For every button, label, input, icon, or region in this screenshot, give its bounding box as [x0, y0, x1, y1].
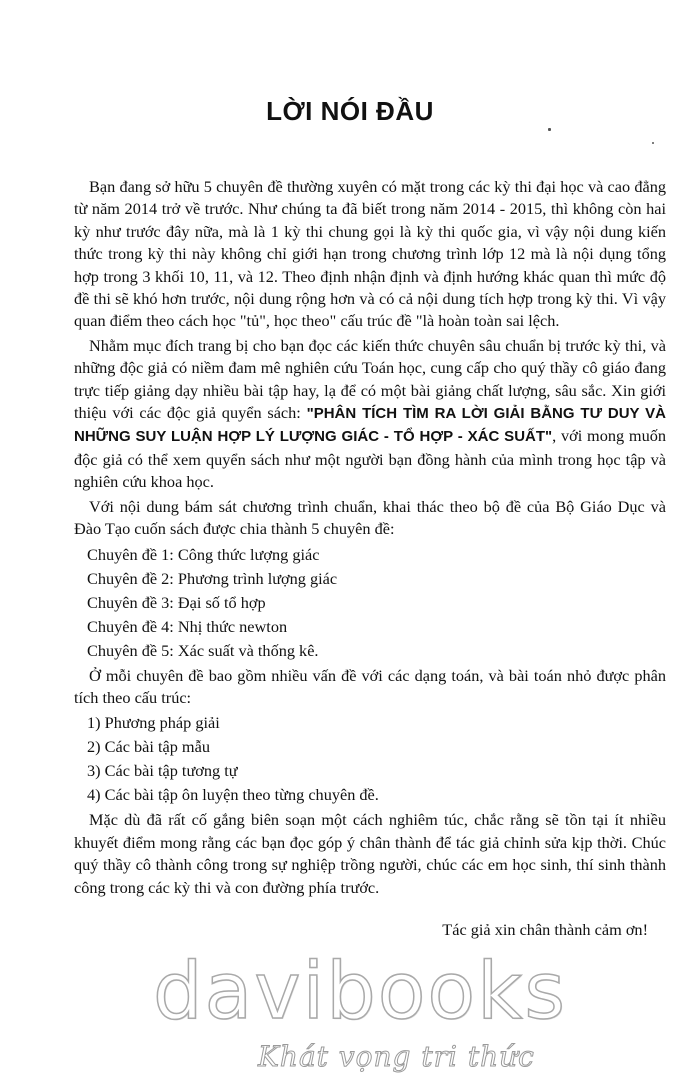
scan-speck — [548, 128, 551, 131]
paragraph-intro: Bạn đang sở hữu 5 chuyên đề thường xuyên có mặt trong các kỳ thi đại học và cao đẳng từ năm 2014 trở về trước. Như chúng ta đã biết trong năm 2014 - 2015, thì không còn hai kỳ như trước đây nữa, mà là 1 kỳ thi chung gọi là kỳ thi quốc gia, vì vậy nội dung kiến thức trong kỳ thi này không chỉ giới hạn trong chương trình lớp 12 mà là nội dụng tổng hợp trong 3 khối 10, 11, và 12. Theo định nhận định và định hướng khác quan thì mức độ đề thi sẽ khó hơn trước, nội dung rộng hơn và có cả nội dung tích hợp trong kỳ thi. Vì vậy quan điểm theo cách học "tủ", học theo" cấu trúc đề "là hoàn toàn sai lệch. — [74, 177, 666, 331]
watermark-brand: davibooks — [153, 947, 567, 1037]
list-item: 4) Các bài tập ôn luyện theo từng chuyên đề. — [87, 785, 379, 805]
list-item: Chuyên đề 5: Xác suất và thống kê. — [87, 640, 319, 660]
signoff: Tác giả xin chân thành cảm ơn! — [442, 920, 648, 939]
watermark-tagline: Khát vọng tri thức — [258, 1040, 535, 1073]
paragraph-purpose-start: Nhằm mục đích trang bị cho bạn đọc các kiến thức chuyên sâu chuẩn bị trước kỳ thi, và những độc giả có niềm đam mê nghiên cứu Toán học, cung cấp cho quý thầy cô giáo đang trực tiếp giảng dạy nhiều bài tập hay, lạ để có một bài giảng chất lượng, sâu sắc. Xin giới thiệu với các độc giả quyển sách: — [74, 335, 666, 423]
list-item: 2) Các bài tập mẫu — [87, 737, 210, 757]
list-item: Chuyên đề 2: Phương trình lượng giác — [87, 568, 338, 588]
structure-list — [87, 711, 666, 807]
list-item: Chuyên đề 1: Công thức lượng giác — [87, 544, 320, 564]
paragraph-purpose-end: , với mong muốn độc giả có thể xem quyển sách như một người bạn đồng hành của mình trong học tập và nghiên cứu khoa học. — [74, 426, 667, 492]
list-item: 1) Phương pháp giải — [87, 713, 220, 733]
topic-list — [87, 543, 666, 663]
book-title: "PHÂN TÍCH TÌM RA LỜI GIẢI BẰNG TƯ DUY VÀ NHỮNG SUY LUẬN HỢP LÝ LƯỢNG GIÁC - TỔ HỢP - XÁC SUẤT" — [74, 405, 666, 446]
list-item: Chuyên đề 4: Nhị thức newton — [87, 616, 288, 636]
paragraph-topics-intro: Với nội dung bám sát chương trình chuẩn, khai thác theo bộ đề của Bộ Giáo Dục và Đào Tạo cuốn sách được chia thành 5 chuyên đề: — [74, 496, 666, 539]
preface-body — [74, 176, 666, 901]
list-item: Chuyên đề 3: Đại số tổ hợp — [87, 592, 266, 612]
paragraph-purpose — [74, 335, 666, 494]
paragraph-structure-intro: Ở mỗi chuyên đề bao gồm nhiều vấn đề với các dạng toán, và bài toán nhỏ được phân tích theo cấu trúc: — [74, 665, 666, 707]
scan-speck — [652, 142, 654, 144]
page-title: LỜI NÓI ĐẦU — [266, 96, 434, 126]
list-item: 3) Các bài tập tương tự — [87, 761, 238, 781]
paragraph-closing: Mặc dù đã rất cố gắng biên soạn một cách nghiêm túc, chắc rằng sẽ tồn tại ít nhiều khuyết điểm mong rằng các bạn đọc góp ý chân thành để tác giả chỉnh sửa kịp thời. Chúc quý thầy cô thành công trong sự nghiệp trồng người, chúc các em học sinh, thí sinh thành công trong các kỳ thi và con đường phía trước. — [74, 810, 666, 897]
